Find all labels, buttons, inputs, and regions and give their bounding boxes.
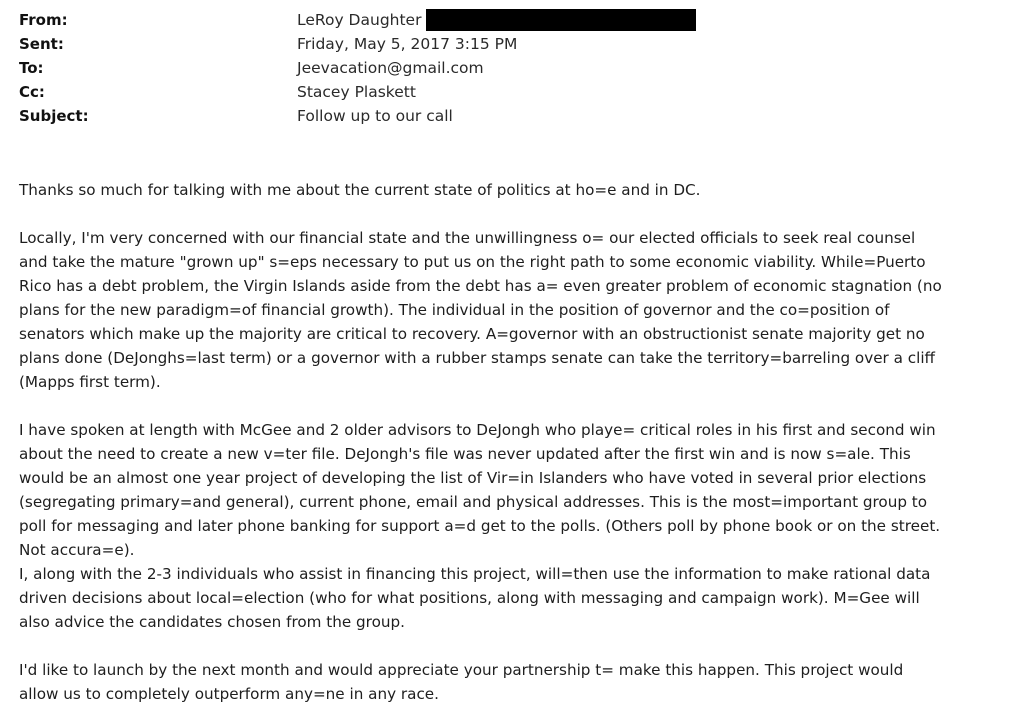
body-line: plans done (DeJonghs=last term) or a governor with a rubber stamps senate can take the territory=barreling over a cliff — [19, 349, 936, 367]
body-line: poll for messaging and later phone banking for support a=d get to the polls. (Others poll by phone book or on the street. — [19, 517, 941, 535]
paragraph-3 — [19, 418, 1009, 634]
from-value-wrap — [297, 9, 696, 31]
body-line: also advice the candidates chosen from the group. — [19, 613, 405, 631]
subject-label: Subject: — [19, 107, 89, 125]
from-label: From: — [19, 11, 68, 29]
sent-row — [19, 32, 1009, 56]
paragraph-gap — [19, 202, 1009, 226]
paragraph-4 — [19, 658, 1009, 706]
redaction-bar — [426, 9, 696, 31]
body-line: Not accura=e). — [19, 541, 135, 559]
body-line: would be an almost one year project of developing the list of Vir=in Islanders who have voted in several prior elections — [19, 469, 927, 487]
sent-value: Friday, May 5, 2017 3:15 PM — [297, 35, 518, 53]
body-line: Locally, I'm very concerned with our financial state and the unwillingness o= our elected officials to seek real counsel — [19, 229, 916, 247]
sent-label: Sent: — [19, 35, 64, 53]
body-line: allow us to completely outperform any=ne in any race. — [19, 685, 439, 703]
cc-row — [19, 80, 1009, 104]
from-row — [19, 8, 1009, 32]
body-line: about the need to create a new v=ter file. DeJongh's file was never updated after the first win and is now s=ale. This — [19, 445, 911, 463]
subject-row — [19, 104, 1009, 128]
cc-value: Stacey Plaskett — [297, 83, 416, 101]
body-line: and take the mature "grown up" s=eps necessary to put us on the right path to some economic viability. While=Puerto — [19, 253, 926, 271]
body-line: (segregating primary=and general), current phone, email and physical addresses. This is the most=important group to — [19, 493, 928, 511]
body-line: I have spoken at length with McGee and 2 older advisors to DeJongh who playe= critical roles in his first and second win — [19, 421, 936, 439]
subject-value: Follow up to our call — [297, 107, 453, 125]
body-line: plans for the new paradigm=of financial growth). The individual in the position of governor and the co=position of — [19, 301, 890, 319]
body-line: Rico has a debt problem, the Virgin Islands aside from the debt has a= even greater problem of economic stagnation (no — [19, 277, 942, 295]
email-header — [19, 8, 1009, 128]
paragraph-2 — [19, 226, 1009, 394]
cc-label: Cc: — [19, 83, 45, 101]
paragraph-1 — [19, 178, 1009, 202]
body-line: driven decisions about local=election (who for what positions, along with messaging and campaign work). M=Gee will — [19, 589, 920, 607]
body-line: (Mapps first term). — [19, 373, 161, 391]
to-label: To: — [19, 59, 44, 77]
paragraph-gap — [19, 394, 1009, 418]
body-line: I'd like to launch by the next month and would appreciate your partnership t= make this happen. This project would — [19, 661, 904, 679]
email-body — [19, 178, 1009, 706]
paragraph-gap — [19, 634, 1009, 658]
body-line: Thanks so much for talking with me about the current state of politics at ho=e and in DC. — [19, 181, 701, 199]
body-line: I, along with the 2-3 individuals who assist in financing this project, will=then use the information to make rational data — [19, 565, 931, 583]
to-row — [19, 56, 1009, 80]
from-value: LeRoy Daughter — [297, 11, 422, 29]
to-value: Jeevacation@gmail.com — [297, 59, 484, 77]
body-line: senators which make up the majority are critical to recovery. A=governor with an obstructionist senate majority get no — [19, 325, 925, 343]
